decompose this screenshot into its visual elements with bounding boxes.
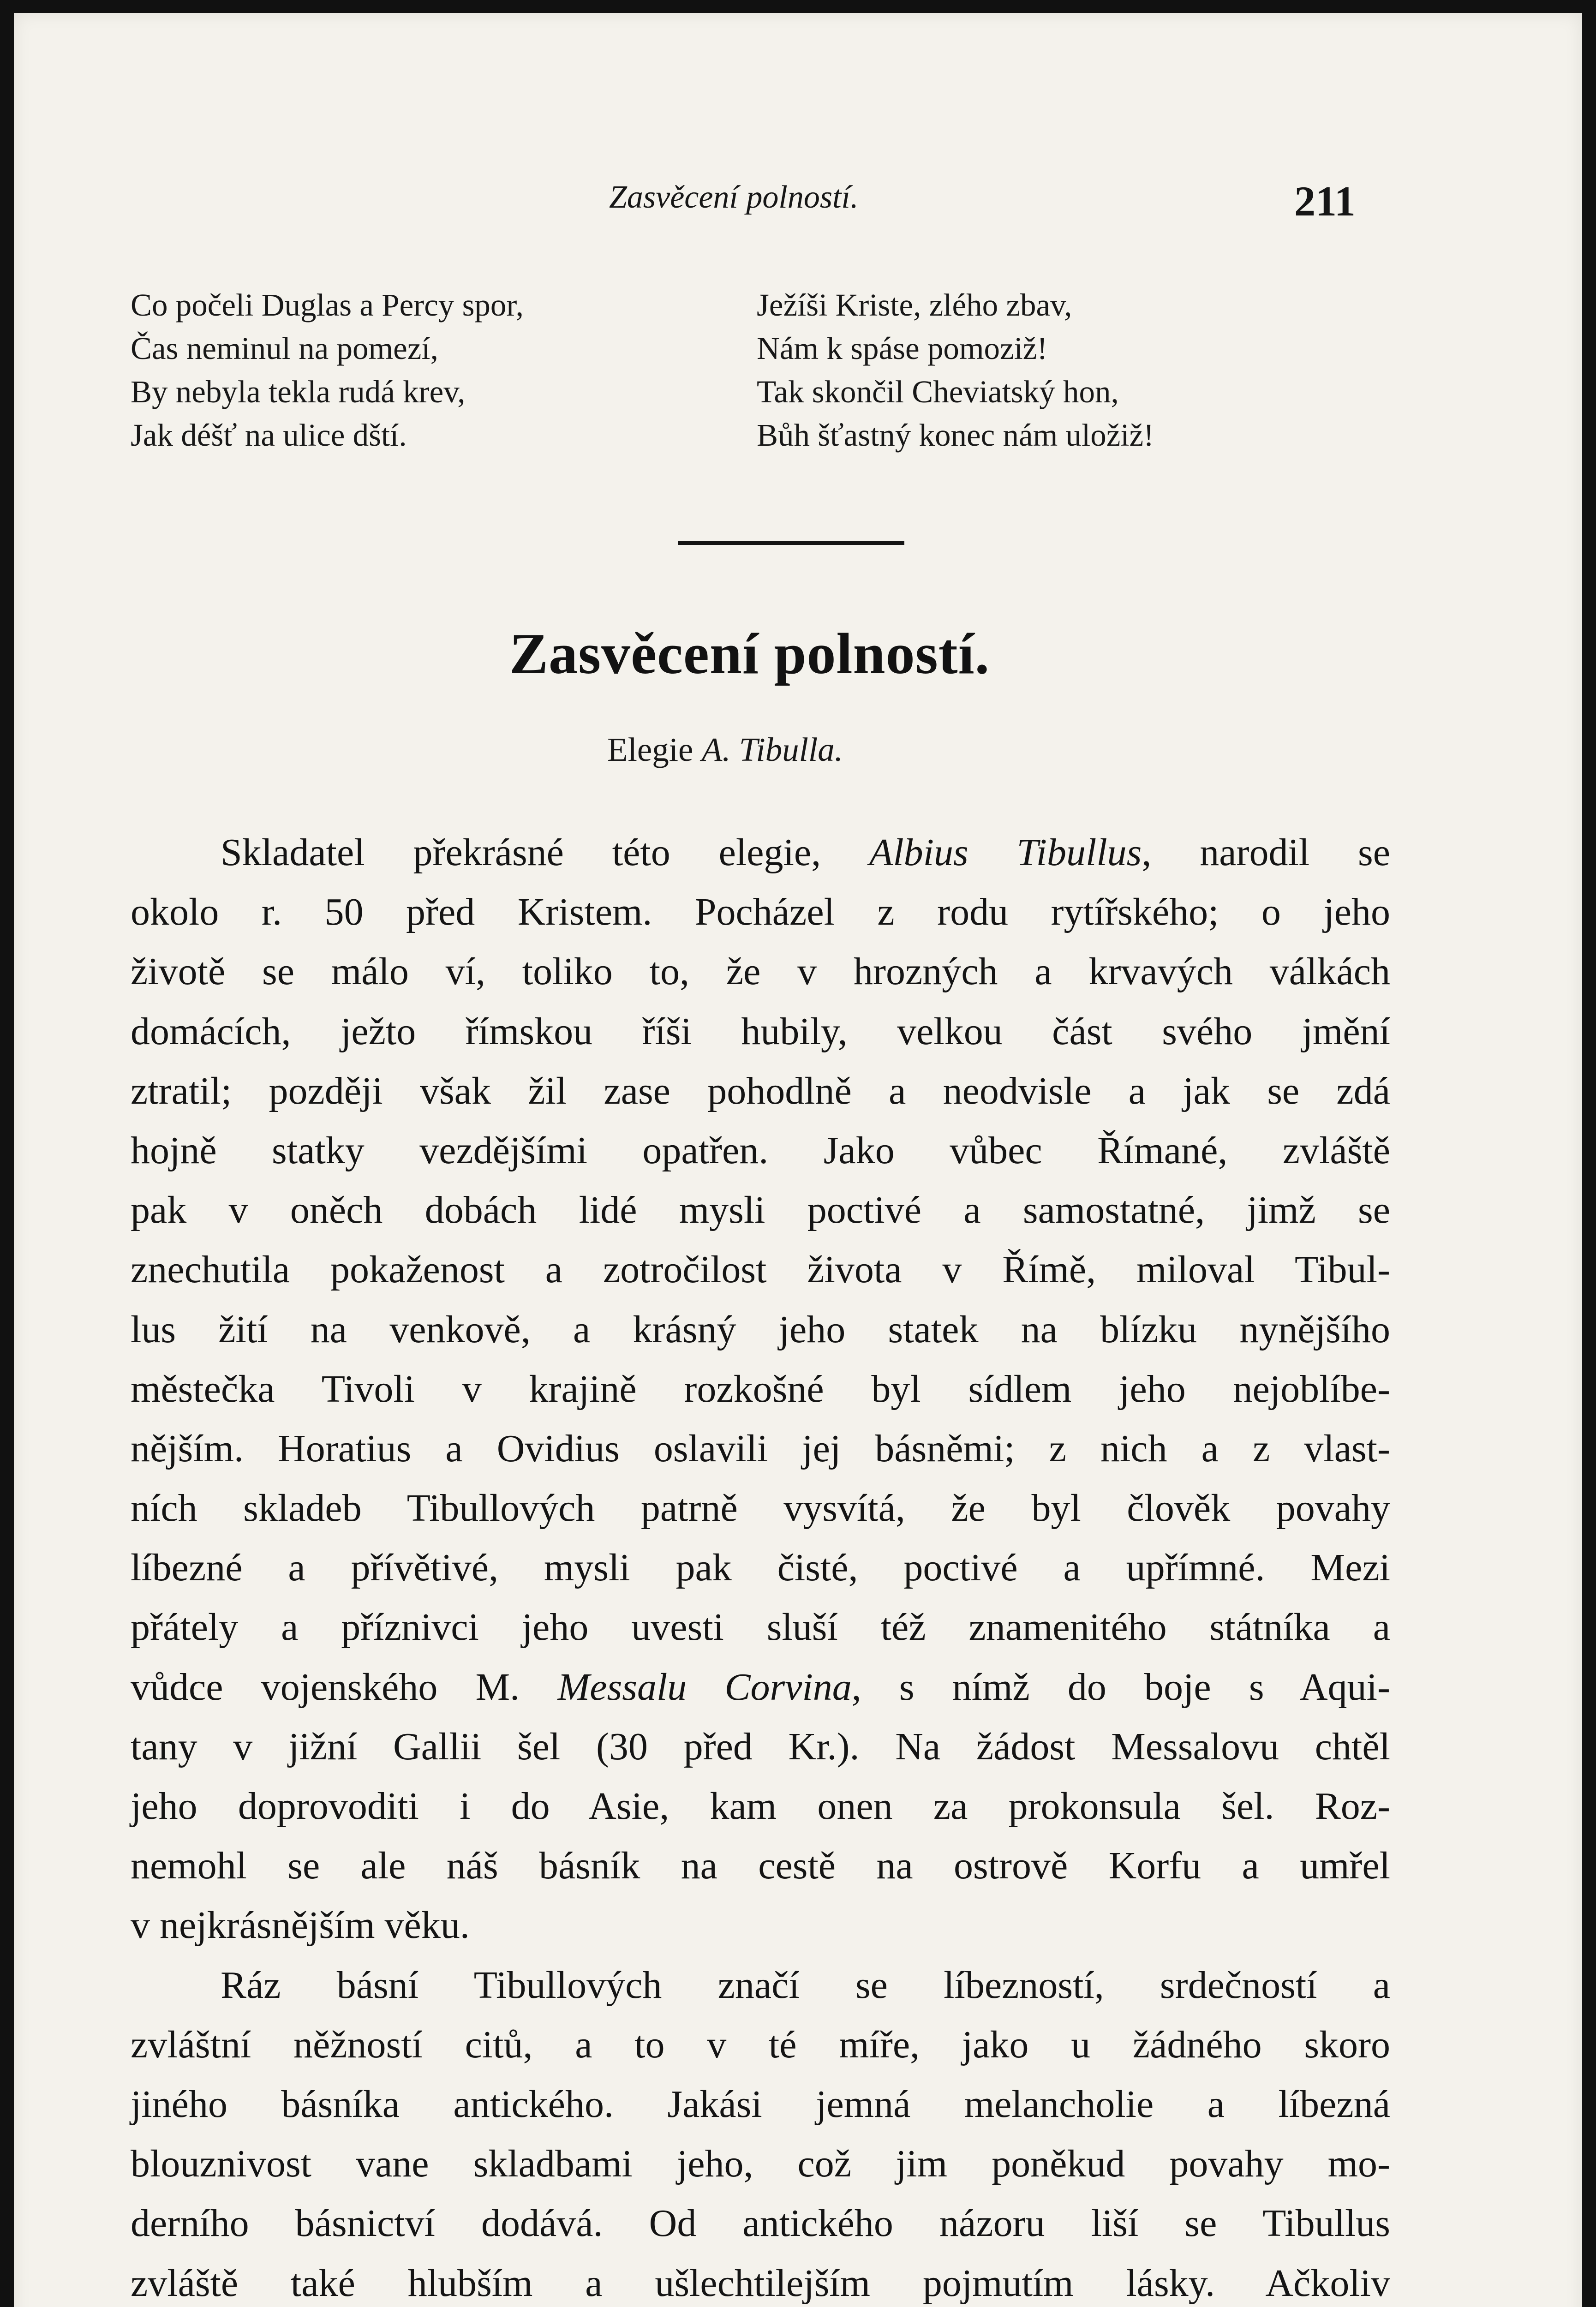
poem-title: Zasvěcení polností.: [509, 622, 990, 686]
text-line: [131, 1597, 1390, 1657]
text-segment: jeho doprovoditi i do Asie, kam onen za prokonsula šel. Roz-: [131, 1785, 1390, 1828]
text-line: [131, 2074, 1390, 2134]
text-segment: nějším. Horatius a Ovidius oslavili jej básněmi; z nich a z vlast-: [131, 1427, 1390, 1470]
text-segment: , s nímž do boje s Aqui-: [851, 1665, 1390, 1709]
text-line: [131, 1836, 1390, 1895]
text-segment: v nejkrásnějším věku.: [131, 1904, 470, 1947]
text-line: [131, 823, 1390, 882]
text-segment: vůdce vojenského M.: [131, 1665, 558, 1709]
text-line: [131, 1121, 1390, 1180]
text-line: [131, 1478, 1390, 1538]
text-line: [131, 1955, 1390, 2015]
text-segment: derního básnictví dodává. Od antického názoru liší se Tibullus: [131, 2202, 1390, 2245]
text-segment: přátely a příznivci jeho uvesti sluší též znamenitého státníka a: [131, 1606, 1390, 1649]
text-line: [131, 1657, 1390, 1717]
text-line: [131, 2134, 1390, 2193]
text-segment: líbezné a přívětivé, mysli pak čisté, poctivé a upřímné. Mezi: [131, 1546, 1390, 1590]
text-segment: ztratil; později však žil zase pohodlně a neodvisle a jak se zdá: [131, 1069, 1390, 1112]
text-line: [131, 1717, 1390, 1776]
running-header-title: Zasvěcení polností.: [609, 179, 859, 215]
text-line: [131, 1895, 1390, 1955]
verse-line: Jak déšť na ulice dští.: [131, 418, 407, 453]
subtitle-prefix: Elegie: [607, 731, 693, 768]
body-text: [131, 823, 1390, 2307]
verse-line: Ježíši Kriste, zlého zbav,: [757, 287, 1072, 323]
verse-column-left: [131, 283, 524, 457]
verse-line: Co počeli Duglas a Percy spor,: [131, 287, 524, 323]
text-segment: tany v jižní Gallii šel (30 před Kr.). Na žádost Messalovu chtěl: [131, 1725, 1390, 1768]
text-line: [131, 1300, 1390, 1359]
text-line: [131, 2253, 1390, 2307]
text-line: [131, 1776, 1390, 1836]
subtitle-author: A. Tibulla.: [701, 731, 843, 768]
section-divider: [678, 541, 904, 545]
verse-column-right: [757, 283, 1154, 457]
text-line: [131, 1538, 1390, 1597]
text-line: [131, 1002, 1390, 1061]
verse-line: By nebyla tekla rudá krev,: [131, 374, 466, 409]
text-line: [131, 2193, 1390, 2253]
text-segment: hojně statky vezdějšími opatřen. Jako vůbec Římané, zvláště: [131, 1129, 1390, 1172]
text-line: [131, 1419, 1390, 1478]
verse-line: Tak skončil Cheviatský hon,: [757, 374, 1119, 409]
text-segment: ních skladeb Tibullových patrně vysvítá, že byl člověk povahy: [131, 1487, 1390, 1530]
text-segment: , narodil se: [1142, 831, 1390, 874]
italic-name: Messalu Corvina: [557, 1665, 852, 1709]
text-segment: zvláštní něžností citů, a to v té míře, jako u žádného skoro: [131, 2023, 1390, 2066]
text-segment: blouznivost vane skladbami jeho, což jim poněkud povahy mo-: [131, 2142, 1390, 2186]
poem-subtitle: [607, 730, 843, 769]
verse-line: Nám k spáse pomoziž!: [757, 331, 1048, 366]
text-line: [131, 1240, 1390, 1299]
text-line: [131, 1180, 1390, 1240]
page-number: 211: [1294, 178, 1356, 225]
text-line: [131, 882, 1390, 942]
text-line: [131, 1061, 1390, 1121]
text-segment: Ráz básní Tibullových značí se líbezností, srdečností a: [221, 1963, 1390, 2007]
text-segment: jiného básníka antického. Jakási jemná melancholie a líbezná: [131, 2082, 1390, 2126]
text-line: [131, 1359, 1390, 1419]
text-line: [131, 2015, 1390, 2074]
verse-line: Bůh šťastný konec nám uložiž!: [757, 418, 1154, 453]
text-segment: Skladatel překrásné této elegie,: [221, 831, 870, 874]
book-page: [14, 13, 1582, 2307]
italic-name: Albius Tibullus: [869, 831, 1142, 874]
text-segment: městečka Tivoli v krajině rozkošné byl sídlem jeho nejoblíbe-: [131, 1367, 1390, 1410]
text-segment: domácích, ježto římskou říši hubily, velkou část svého jmění: [131, 1010, 1390, 1053]
text-segment: pak v oněch dobách lidé mysli poctivé a samostatné, jimž se: [131, 1189, 1390, 1232]
text-segment: znechutila pokaženost a zotročilost života v Římě, miloval Tibul-: [131, 1248, 1390, 1291]
text-segment: zvláště také hlubším a ušlechtilejším pojmutím lásky. Ačkoliv: [131, 2261, 1390, 2305]
text-segment: lus žití na venkově, a krásný jeho statek na blízku nynějšího: [131, 1308, 1390, 1351]
text-segment: životě se málo ví, toliko to, že v hrozných a krvavých válkách: [131, 950, 1390, 993]
text-line: [131, 942, 1390, 1001]
text-segment: nemohl se ale náš básník na cestě na ostrově Korfu a umřel: [131, 1844, 1390, 1888]
verse-line: Čas neminul na pomezí,: [131, 331, 438, 366]
text-segment: okolo r. 50 před Kristem. Pocházel z rodu rytířského; o jeho: [131, 891, 1390, 934]
